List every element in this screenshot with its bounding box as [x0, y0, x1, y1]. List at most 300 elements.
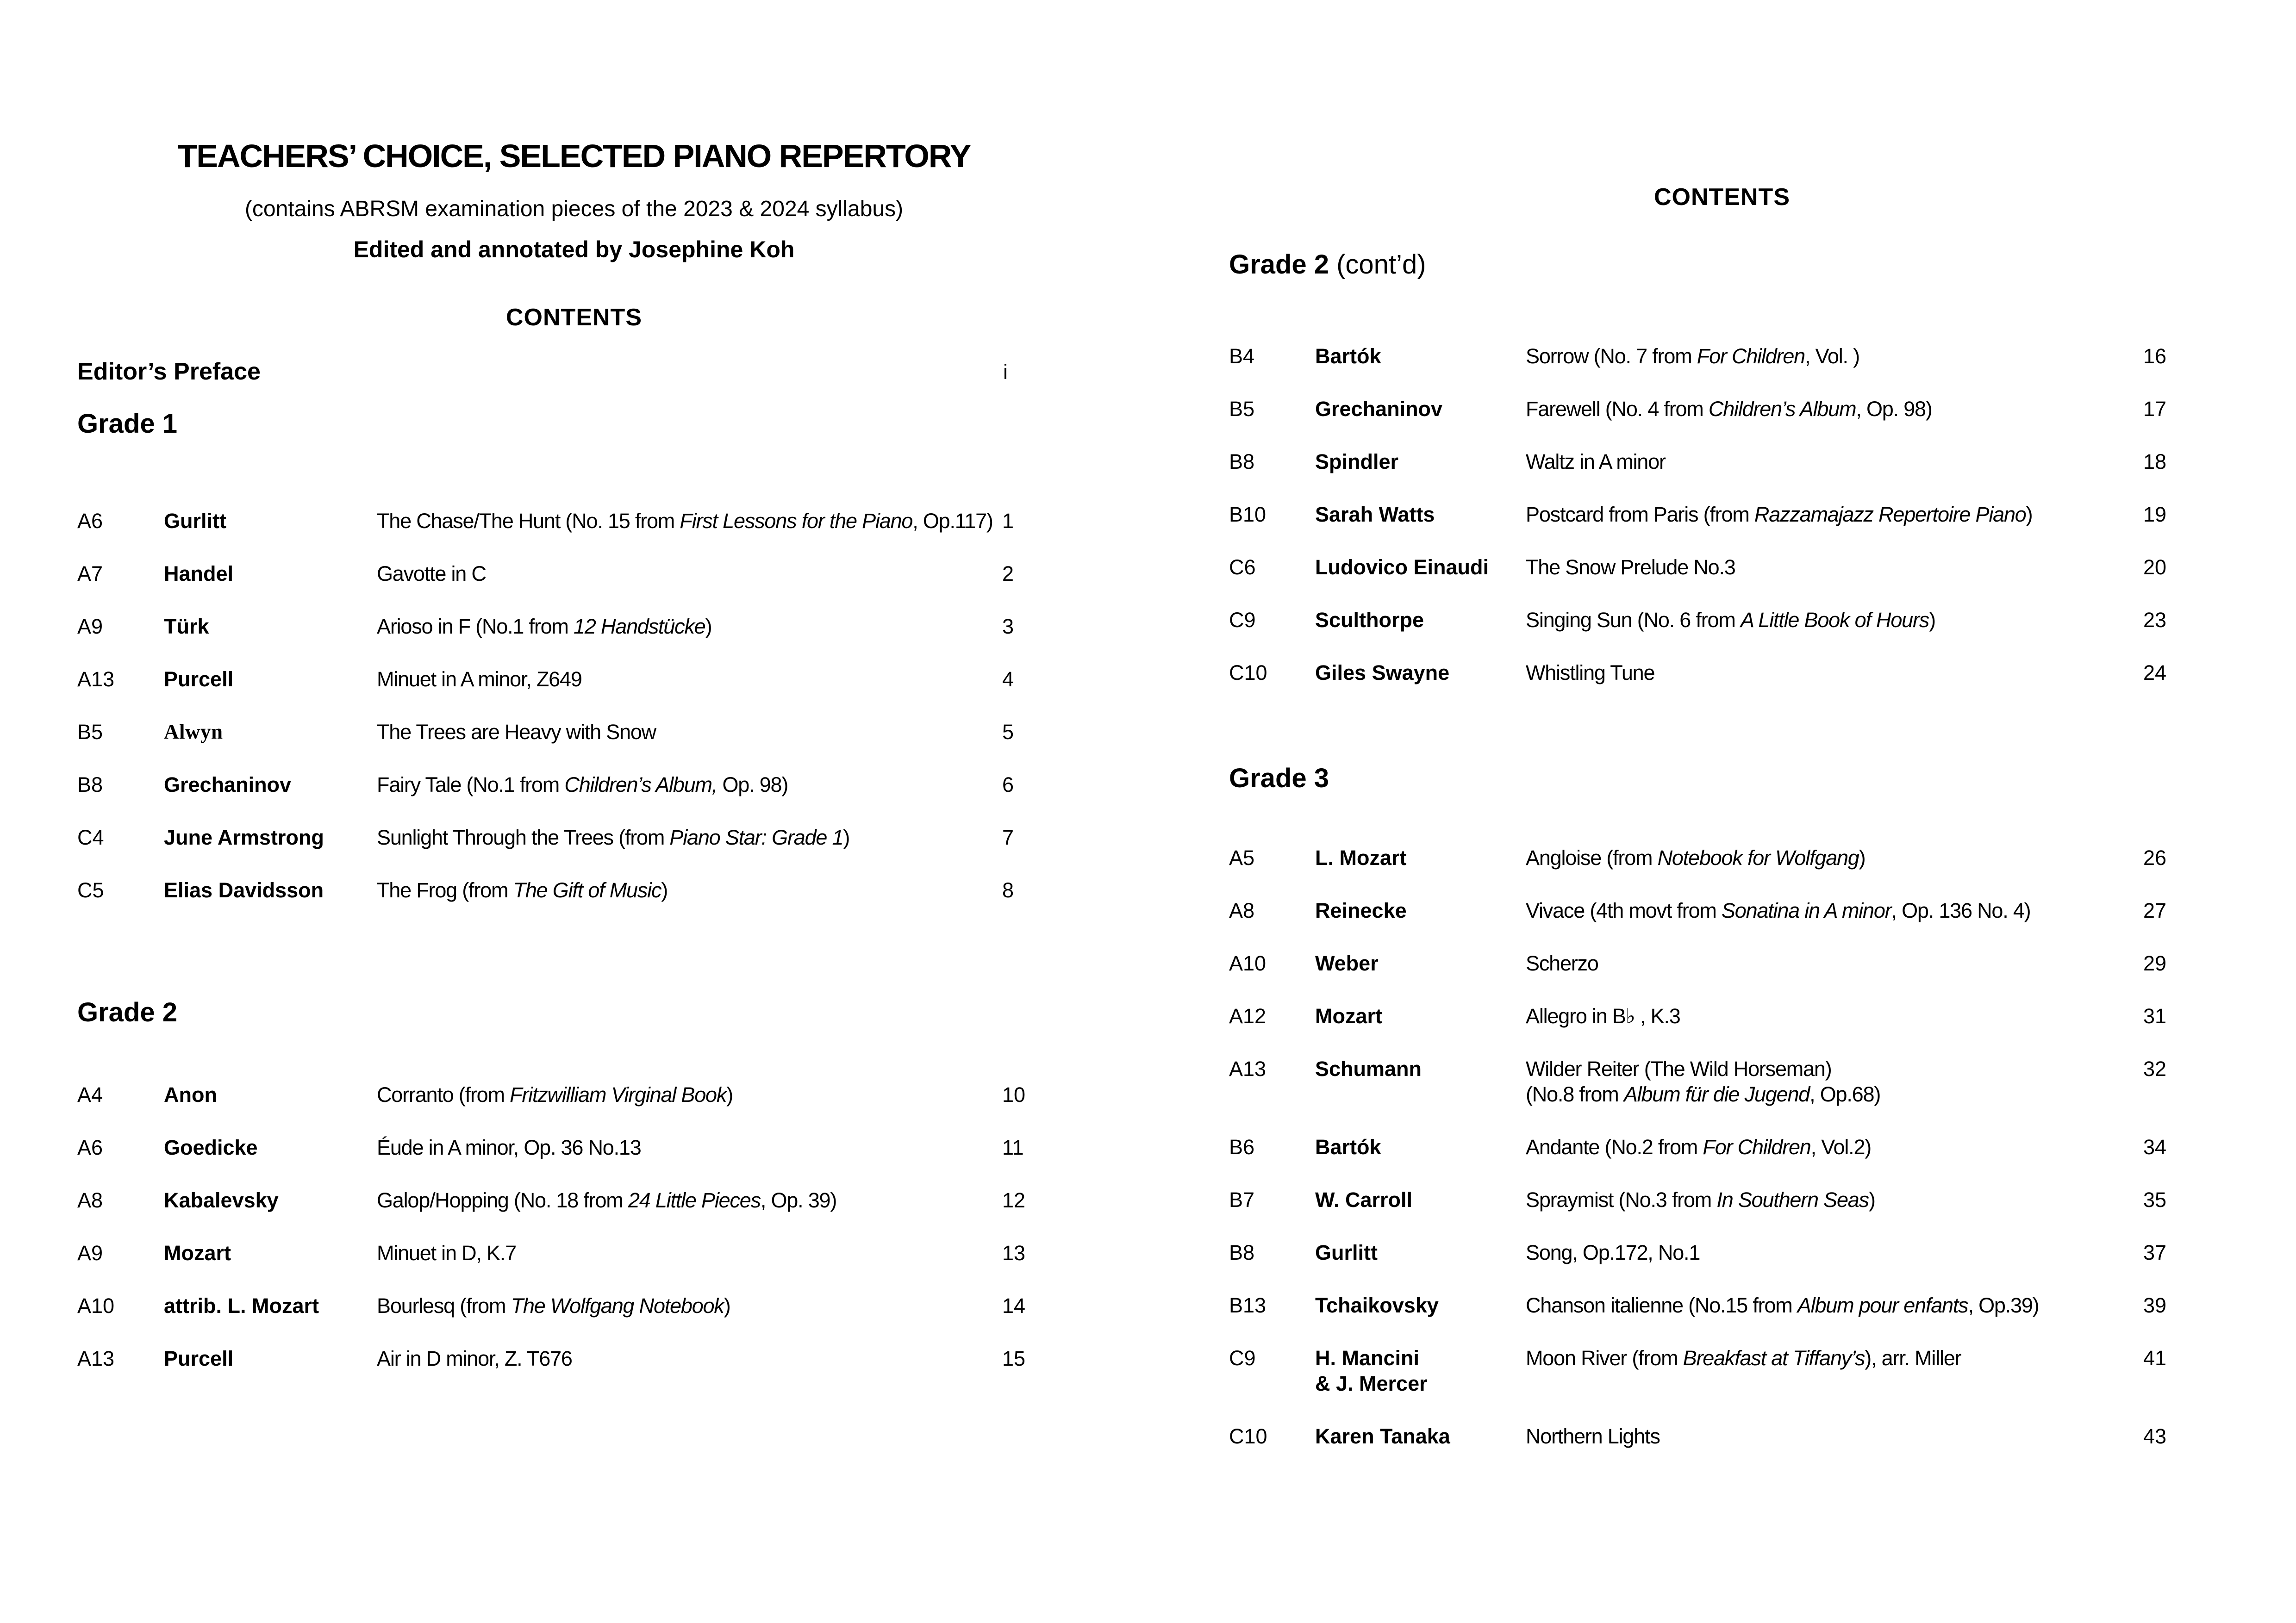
- piece-code: A8: [1229, 899, 1255, 922]
- piece-text-italic: Children’s Album: [1708, 397, 1856, 421]
- piece-code: A8: [77, 1188, 103, 1212]
- piece-text-italic: Sonatina in A minor: [1721, 899, 1891, 922]
- composer-line1: June Armstrong: [164, 826, 324, 849]
- composer-name: [1315, 1056, 1526, 1107]
- piece-line1: [377, 1083, 733, 1107]
- table-row: [1229, 607, 2238, 633]
- table-row: [77, 1082, 1086, 1107]
- table-row: [77, 561, 1086, 586]
- composer-name: [164, 614, 377, 639]
- piece-title: [1526, 607, 2143, 633]
- page-number: 27: [2143, 899, 2167, 922]
- piece-code: B7: [1229, 1188, 1255, 1212]
- grade-2-contd-label: Grade 2: [1229, 249, 1329, 280]
- page-number: 39: [2143, 1293, 2167, 1317]
- piece-code: C9: [1229, 1346, 1256, 1370]
- table-row: [1229, 396, 2238, 422]
- table-row: [1229, 951, 2238, 976]
- piece-code: A4: [77, 1083, 103, 1107]
- piece-code: C10: [1229, 1424, 1267, 1448]
- piece-code: B6: [1229, 1135, 1255, 1159]
- composer-name: [164, 719, 377, 745]
- piece-text: Op. 98): [717, 773, 788, 796]
- piece-text: Gavotte in C: [377, 562, 486, 585]
- piece-text: The Chase/The Hunt (No. 15 from: [377, 509, 680, 533]
- composer-line1: Tchaikovsky: [1315, 1293, 1439, 1317]
- piece-code: A7: [77, 562, 103, 585]
- piece-line1: [377, 1347, 572, 1370]
- piece-code: C10: [1229, 661, 1267, 684]
- piece-text: , Op.68): [1809, 1082, 1881, 1106]
- piece-title: [377, 1346, 1002, 1371]
- piece-line1: [377, 826, 849, 849]
- piece-line1: [1526, 1135, 1871, 1159]
- piece-text: ): [1859, 846, 1866, 870]
- page-number: 1: [1002, 509, 1014, 533]
- composer-line1: Reinecke: [1315, 899, 1407, 922]
- piece-line1: [1526, 1346, 1961, 1370]
- piece-title: [1526, 1187, 2143, 1213]
- composer-name: [1315, 343, 1526, 369]
- piece-title: [377, 508, 1002, 534]
- piece-text: Northern Lights: [1526, 1424, 1660, 1448]
- composer-name: [1315, 1293, 1526, 1318]
- piece-title: [1526, 1134, 2143, 1160]
- page-number: 26: [2143, 846, 2167, 870]
- page-number: 43: [2143, 1424, 2167, 1448]
- piece-title: [1526, 1424, 2143, 1449]
- composer-line1: Purcell: [164, 667, 234, 691]
- piece-line1: [1526, 344, 1859, 368]
- piece-line1: [1526, 661, 1654, 684]
- piece-text: Andante (No.2 from: [1526, 1135, 1703, 1159]
- composer-name: [164, 1346, 377, 1371]
- piece-text: ): [724, 1294, 730, 1318]
- contents-heading: CONTENTS: [506, 304, 642, 331]
- preface-page-number: i: [1003, 360, 1008, 384]
- piece-line1: [1526, 951, 1598, 975]
- composer-line1: W. Carroll: [1315, 1188, 1413, 1212]
- composer-name: [1315, 1345, 1526, 1396]
- grade-2-contd-heading: [1229, 250, 1426, 280]
- piece-line1: [1526, 450, 1666, 473]
- piece-text: Corranto (from: [377, 1083, 510, 1107]
- composer-name: [1315, 554, 1526, 580]
- piece-title: [377, 1293, 1002, 1318]
- composer-name: [164, 877, 377, 903]
- table-row: [1229, 1293, 2238, 1318]
- table-row: [1229, 1424, 2238, 1449]
- piece-text: , Op.117): [912, 509, 993, 533]
- table-row: [77, 614, 1086, 639]
- piece-code: B4: [1229, 344, 1255, 368]
- piece-line1: [1526, 899, 2030, 922]
- composer-line1: Giles Swayne: [1315, 661, 1450, 684]
- preface-row: [77, 359, 1086, 385]
- piece-title: [1526, 396, 2143, 422]
- piece-title: [377, 772, 1002, 797]
- piece-code: A9: [77, 615, 103, 638]
- table-row: [1229, 1240, 2238, 1265]
- piece-text: Minuet in A minor, Z649: [377, 667, 582, 691]
- piece-code: B5: [1229, 397, 1255, 421]
- piece-text: ): [661, 878, 668, 902]
- composer-name: [164, 1188, 377, 1213]
- page-number: 19: [2143, 503, 2167, 526]
- piece-text-italic: Piano Star: Grade 1: [669, 826, 843, 849]
- piece-line1: [1526, 1241, 1700, 1264]
- composer-name: [164, 772, 377, 797]
- piece-text-italic: Breakfast at Tiffany’s: [1683, 1346, 1865, 1370]
- table-row: [77, 666, 1086, 692]
- composer-line1: Mozart: [1315, 1004, 1382, 1028]
- piece-code: C6: [1229, 555, 1256, 579]
- composer-line1: Grechaninov: [1315, 397, 1443, 421]
- page-title: TEACHERS’ CHOICE, SELECTED PIANO REPERTORY: [177, 138, 971, 174]
- composer-name: [164, 508, 377, 534]
- piece-code: B8: [77, 773, 103, 796]
- page-number: 4: [1002, 667, 1014, 691]
- composer-line1: Sarah Watts: [1315, 503, 1435, 526]
- table-row: [77, 1240, 1086, 1266]
- piece-text-italic: Razzamajazz Repertoire Piano: [1754, 503, 2026, 526]
- grade-2-contd-rows: [1229, 343, 2238, 713]
- piece-text: Arioso in F (No.1 from: [377, 615, 574, 638]
- piece-text: Farewell (No. 4 from: [1526, 397, 1709, 421]
- composer-line1: Spindler: [1315, 450, 1399, 473]
- piece-title: [1526, 502, 2143, 527]
- piece-line1: [1526, 608, 1935, 632]
- piece-code: A13: [77, 667, 115, 691]
- piece-title: [1526, 343, 2143, 369]
- page-number: 31: [2143, 1004, 2167, 1028]
- piece-line1: [1526, 1057, 1832, 1081]
- page-number: 8: [1002, 878, 1014, 902]
- composer-line1: Bartók: [1315, 344, 1381, 368]
- composer-line1: Sculthorpe: [1315, 608, 1424, 632]
- piece-text: Chanson italienne (No.15 from: [1526, 1293, 1797, 1317]
- composer-line1: H. Mancini: [1315, 1346, 1420, 1370]
- table-row: [77, 877, 1086, 903]
- composer-name: [1315, 1134, 1526, 1160]
- piece-code: A6: [77, 509, 103, 533]
- piece-text-italic: Album pour enfants: [1797, 1293, 1968, 1317]
- piece-text: Vivace (4th movt from: [1526, 899, 1722, 922]
- piece-line1: [377, 1294, 730, 1318]
- piece-title: [377, 614, 1002, 639]
- piece-text: Angloise (from: [1526, 846, 1658, 870]
- table-row: [1229, 1134, 2238, 1160]
- page-number: 18: [2143, 450, 2167, 473]
- piece-text: ), arr. Miller: [1865, 1346, 1961, 1370]
- preface-label: Editor’s Preface: [77, 358, 261, 385]
- page-number: 6: [1002, 773, 1014, 796]
- composer-line1: Purcell: [164, 1347, 234, 1370]
- composer-name: [1315, 898, 1526, 923]
- piece-line1: [1526, 555, 1735, 579]
- piece-title: [1526, 660, 2143, 685]
- piece-line1: [377, 720, 656, 744]
- composer-line1: Schumann: [1315, 1057, 1422, 1081]
- composer-name: [1315, 1240, 1526, 1265]
- piece-code: B8: [1229, 1241, 1255, 1264]
- page-number: 16: [2143, 344, 2167, 368]
- composer-name: [164, 666, 377, 692]
- piece-title: [377, 1082, 1002, 1107]
- table-row: [1229, 502, 2238, 527]
- piece-title: [1526, 1293, 2143, 1318]
- piece-text: ): [705, 615, 712, 638]
- piece-text: , Vol. ): [1805, 344, 1859, 368]
- page-number: 20: [2143, 555, 2167, 579]
- table-row: [1229, 554, 2238, 580]
- table-row: [77, 508, 1086, 534]
- piece-text: Sunlight Through the Trees (from: [377, 826, 670, 849]
- composer-name: [1315, 449, 1526, 474]
- piece-code: B13: [1229, 1293, 1267, 1317]
- table-row: [1229, 1187, 2238, 1213]
- piece-text: Moon River (from: [1526, 1346, 1683, 1370]
- table-row: [1229, 449, 2238, 474]
- page-number: 14: [1002, 1294, 1026, 1318]
- piece-code: C4: [77, 826, 104, 849]
- page-number: 35: [2143, 1188, 2167, 1212]
- piece-text: ): [843, 826, 850, 849]
- piece-title: [1526, 1056, 2143, 1107]
- piece-title: [1526, 449, 2143, 474]
- composer-name: [164, 561, 377, 586]
- table-row: [77, 719, 1086, 745]
- composer-line1: Mozart: [164, 1241, 231, 1265]
- piece-text-italic: Album für die Jugend: [1623, 1082, 1810, 1106]
- composer-name: [164, 1135, 377, 1160]
- page-number: 24: [2143, 661, 2167, 684]
- piece-code: B10: [1229, 503, 1267, 526]
- table-row: [1229, 898, 2238, 923]
- piece-title: [1526, 1345, 2143, 1396]
- piece-title: [1526, 1003, 2143, 1029]
- piece-title: [1526, 898, 2143, 923]
- page-number: 29: [2143, 951, 2167, 975]
- piece-text-italic: The Wolfgang Notebook: [511, 1294, 724, 1318]
- table-row: [77, 772, 1086, 797]
- table-row: [77, 1135, 1086, 1160]
- composer-name: [1315, 396, 1526, 422]
- page-number: 32: [2143, 1057, 2167, 1081]
- piece-text: Bourlesq (from: [377, 1294, 511, 1318]
- piece-title: [1526, 951, 2143, 976]
- piece-text: Postcard from Paris (from: [1526, 503, 1754, 526]
- composer-name: [1315, 845, 1526, 871]
- contents-heading: CONTENTS: [1654, 184, 1790, 211]
- piece-line1: [1526, 1004, 1680, 1028]
- page-number: 2: [1002, 562, 1014, 585]
- composer-name: [1315, 1003, 1526, 1029]
- composer-name: [1315, 1187, 1526, 1213]
- page-number: 5: [1002, 720, 1014, 744]
- piece-line1: [377, 1136, 641, 1159]
- grade-1-heading: Grade 1: [77, 409, 177, 439]
- table-row: [1229, 660, 2238, 685]
- page-subtitle: (contains ABRSM examination pieces of the 2023 & 2024 syllabus): [244, 197, 904, 221]
- piece-line1: [377, 1188, 836, 1212]
- table-row: [77, 825, 1086, 850]
- piece-line1: [377, 878, 668, 902]
- page-number: 23: [2143, 608, 2167, 632]
- grade-2-contd-suffix: (cont’d): [1329, 249, 1426, 280]
- piece-text: ): [1868, 1188, 1875, 1212]
- table-row: [1229, 845, 2238, 871]
- composer-name: [164, 1240, 377, 1266]
- table-row: [77, 1346, 1086, 1371]
- composer-line1: Karen Tanaka: [1315, 1424, 1450, 1448]
- page-number: 7: [1002, 826, 1014, 849]
- piece-line1: [1526, 1188, 1875, 1212]
- page-number: 13: [1002, 1241, 1026, 1265]
- edited-by-line: Edited and annotated by Josephine Koh: [353, 236, 795, 262]
- piece-text: , Op. 136 No. 4): [1891, 899, 2031, 922]
- piece-line2: [1526, 1082, 2143, 1107]
- composer-line1: L. Mozart: [1315, 846, 1407, 870]
- piece-code: A10: [1229, 951, 1267, 975]
- piece-line1: [377, 773, 788, 796]
- piece-code: A12: [1229, 1004, 1267, 1028]
- composer-line1: Elias Davidsson: [164, 878, 324, 902]
- piece-code: A13: [77, 1347, 115, 1370]
- grade-1-rows: [77, 508, 1086, 930]
- composer-line1: Türk: [164, 615, 209, 638]
- piece-line1: [1526, 1424, 1660, 1448]
- page-number: 3: [1002, 615, 1014, 638]
- page-number: 10: [1002, 1083, 1026, 1107]
- page-number: 15: [1002, 1347, 1026, 1370]
- composer-name: [164, 1082, 377, 1107]
- piece-code: C5: [77, 878, 104, 902]
- page-right: [1148, 0, 2296, 1623]
- piece-text: Waltz in A minor: [1526, 450, 1666, 473]
- composer-line1: Kabalevsky: [164, 1188, 279, 1212]
- piece-line1: [377, 1241, 516, 1265]
- piece-line1: [377, 667, 582, 691]
- composer-name: [1315, 607, 1526, 633]
- piece-title: [377, 666, 1002, 692]
- grade-2-rows: [77, 1082, 1086, 1399]
- piece-text-italic: 24 Little Pieces: [628, 1188, 761, 1212]
- table-row: [1229, 343, 2238, 369]
- composer-line1: Ludovico Einaudi: [1315, 555, 1489, 579]
- piece-text-italic: 12 Handstücke: [574, 615, 705, 638]
- piece-title: [377, 1188, 1002, 1213]
- piece-text: Éude in A minor, Op. 36 No.13: [377, 1136, 641, 1159]
- piece-code: A10: [77, 1294, 115, 1318]
- table-row: [77, 1293, 1086, 1318]
- piece-title: [1526, 554, 2143, 580]
- composer-name: [1315, 951, 1526, 976]
- piece-text-italic: The Gift of Music: [513, 878, 661, 902]
- page-number: 34: [2143, 1135, 2167, 1159]
- piece-code: A6: [77, 1136, 103, 1159]
- composer-line1: Bartók: [1315, 1135, 1381, 1159]
- composer-name: [1315, 1424, 1526, 1449]
- piece-title: [377, 561, 1002, 586]
- piece-text: The Trees are Heavy with Snow: [377, 720, 656, 744]
- piece-text: ): [2026, 503, 2033, 526]
- piece-title: [377, 1135, 1002, 1160]
- piece-code: A13: [1229, 1057, 1267, 1081]
- composer-line1: Goedicke: [164, 1136, 258, 1159]
- piece-code: B8: [1229, 450, 1255, 473]
- composer-line1: Gurlitt: [164, 509, 226, 533]
- piece-text: Spraymist (No.3 from: [1526, 1188, 1717, 1212]
- piece-title: [377, 1240, 1002, 1266]
- piece-text-italic: For Children: [1697, 344, 1805, 368]
- piece-text: The Frog (from: [377, 878, 513, 902]
- piece-line1: [377, 615, 711, 638]
- piece-text: Galop/Hopping (No. 18 from: [377, 1188, 628, 1212]
- composer-name: [164, 825, 377, 850]
- piece-code: A5: [1229, 846, 1255, 870]
- piece-text: , Vol.2): [1810, 1135, 1872, 1159]
- grade-3-rows: [1229, 845, 2238, 1476]
- piece-title: [377, 719, 1002, 745]
- piece-text: Allegro in B♭ , K.3: [1526, 1004, 1680, 1028]
- page-number: 17: [2143, 397, 2167, 421]
- piece-text-italic: First Lessons for the Piano: [680, 509, 913, 533]
- piece-text: Scherzo: [1526, 951, 1598, 975]
- piece-text: Sorrow (No. 7 from: [1526, 344, 1697, 368]
- piece-text: Fairy Tale (No.1 from: [377, 773, 565, 796]
- piece-text: Whistling Tune: [1526, 661, 1655, 684]
- piece-line1: [1526, 503, 2032, 526]
- piece-text: , Op. 98): [1856, 397, 1932, 421]
- composer-line1: Handel: [164, 562, 234, 585]
- composer-line1: Alwyn: [164, 720, 223, 743]
- piece-text-italic: A Little Book of Hours: [1740, 608, 1929, 632]
- piece-text-italic: Notebook for Wolfgang: [1657, 846, 1859, 870]
- piece-title: [377, 825, 1002, 850]
- composer-line2: & J. Mercer: [1315, 1372, 1428, 1395]
- page-number: 37: [2143, 1241, 2167, 1264]
- composer-line1: attrib. L. Mozart: [164, 1294, 319, 1318]
- piece-text-italic: In Southern Seas: [1716, 1188, 1869, 1212]
- page-number: 41: [2143, 1346, 2167, 1370]
- piece-line1: [1526, 1293, 2039, 1317]
- piece-text: Song, Op.172, No.1: [1526, 1241, 1700, 1264]
- composer-name: [164, 1293, 377, 1318]
- composer-line1: Anon: [164, 1083, 217, 1107]
- piece-text: Air in D minor, Z. T676: [377, 1347, 572, 1370]
- composer-line1: Gurlitt: [1315, 1241, 1378, 1264]
- piece-text: ): [726, 1083, 733, 1107]
- piece-text: (No.8 from: [1526, 1082, 1624, 1106]
- piece-text: Wilder Reiter (The Wild Horseman): [1526, 1057, 1832, 1081]
- table-row: [1229, 1056, 2238, 1107]
- table-row: [1229, 1003, 2238, 1029]
- composer-name: [1315, 502, 1526, 527]
- grade-3-heading: Grade 3: [1229, 763, 1329, 793]
- piece-text: ): [1929, 608, 1935, 632]
- grade-2-heading: Grade 2: [77, 997, 177, 1027]
- piece-text-italic: Children’s Album,: [564, 773, 718, 796]
- piece-line1: [377, 562, 486, 585]
- piece-code: C9: [1229, 608, 1256, 632]
- piece-text-italic: Fritzwilliam Virginal Book: [510, 1083, 727, 1107]
- page-number: 11: [1002, 1136, 1024, 1159]
- piece-line1: [1526, 397, 1932, 421]
- piece-text: Minuet in D, K.7: [377, 1241, 516, 1265]
- composer-line1: Grechaninov: [164, 773, 292, 796]
- piece-text: , Op. 39): [760, 1188, 837, 1212]
